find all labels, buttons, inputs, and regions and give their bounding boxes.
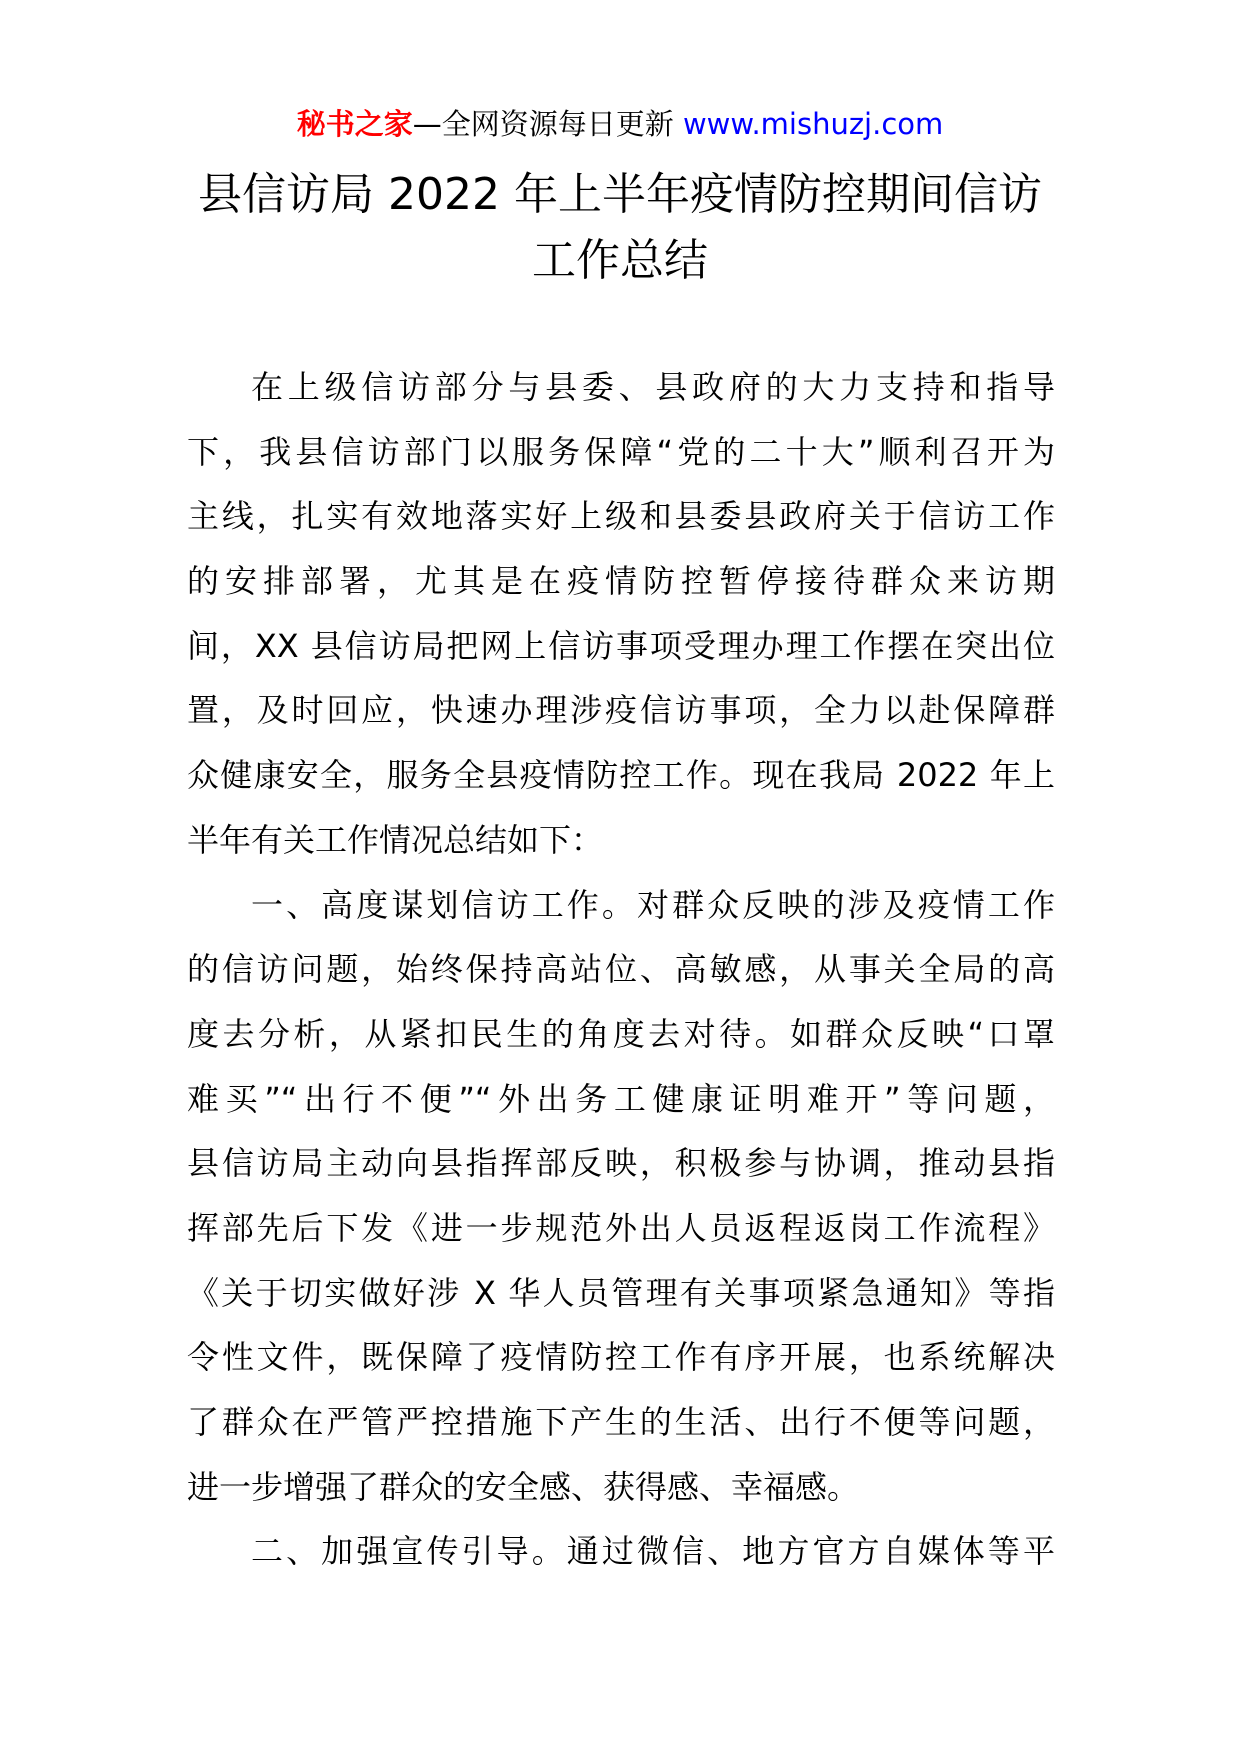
document-title — [180, 162, 1060, 294]
paragraph — [187, 355, 1055, 873]
site-tagline: —全网资源每日更新 — [412, 107, 683, 141]
text-line: 半年有关工作情况总结如下： — [187, 820, 604, 859]
watermark-header — [0, 104, 1240, 144]
text-line: 的安排部署，尤其是在疫情防控暂停接待群众来访期 — [187, 562, 1055, 601]
text-line: 《关于切实做好涉 X 华人员管理有关事项紧急通知》等指 — [187, 1273, 1055, 1312]
site-name: 秘书之家 — [296, 107, 413, 141]
document-body — [187, 355, 1055, 1584]
text-line: 一、高度谋划信访工作。对群众反映的涉及疫情工作 — [251, 885, 1055, 924]
text-line: 二、加强宣传引导。通过微信、地方官方自媒体等平 — [251, 1532, 1055, 1571]
text-line: 难买”“出行不便”“外出务工健康证明难开”等问题， — [187, 1079, 1055, 1118]
text-line: 了群众在严管严控措施下产生的生活、出行不便等问题， — [187, 1403, 1055, 1441]
title-line: 工作总结 — [532, 235, 708, 286]
text-line: 县信访局主动向县指挥部反映，积极参与协调，推动县指 — [187, 1144, 1055, 1183]
paragraph — [187, 873, 1055, 1520]
text-line: 挥部先后下发《进一步规范外出人员返程返岗工作流程》 — [187, 1208, 1055, 1247]
site-url: www.mishuzj.com — [682, 107, 944, 141]
text-line: 度去分析，从紧扣民生的角度去对待。如群众反映“口罩 — [187, 1014, 1055, 1053]
text-line: 进一步增强了群众的安全感、获得感、幸福感。 — [187, 1467, 860, 1506]
text-line: 令性文件，既保障了疫情防控工作有序开展，也系统解决 — [187, 1338, 1055, 1377]
title-line: 县信访局 2022 年上半年疫情防控期间信访 — [198, 169, 1042, 220]
text-line: 间，XX 县信访局把网上信访事项受理办理工作摆在突出位 — [187, 626, 1055, 665]
text-line: 主线，扎实有效地落实好上级和县委县政府关于信访工作 — [187, 497, 1055, 536]
text-line: 在上级信访部分与县委、县政府的大力支持和指导 — [251, 368, 1055, 406]
paragraph — [187, 1519, 1055, 1584]
text-line: 置，及时回应，快速办理涉疫信访事项，全力以赴保障群 — [187, 691, 1055, 730]
text-line: 众健康安全，服务全县疫情防控工作。现在我局 2022 年上 — [187, 756, 1055, 795]
text-line: 的信访问题，始终保持高站位、高敏感，从事关全局的高 — [187, 950, 1055, 989]
text-line: 下，我县信访部门以服务保障“党的二十大”顺利召开为 — [187, 432, 1055, 471]
